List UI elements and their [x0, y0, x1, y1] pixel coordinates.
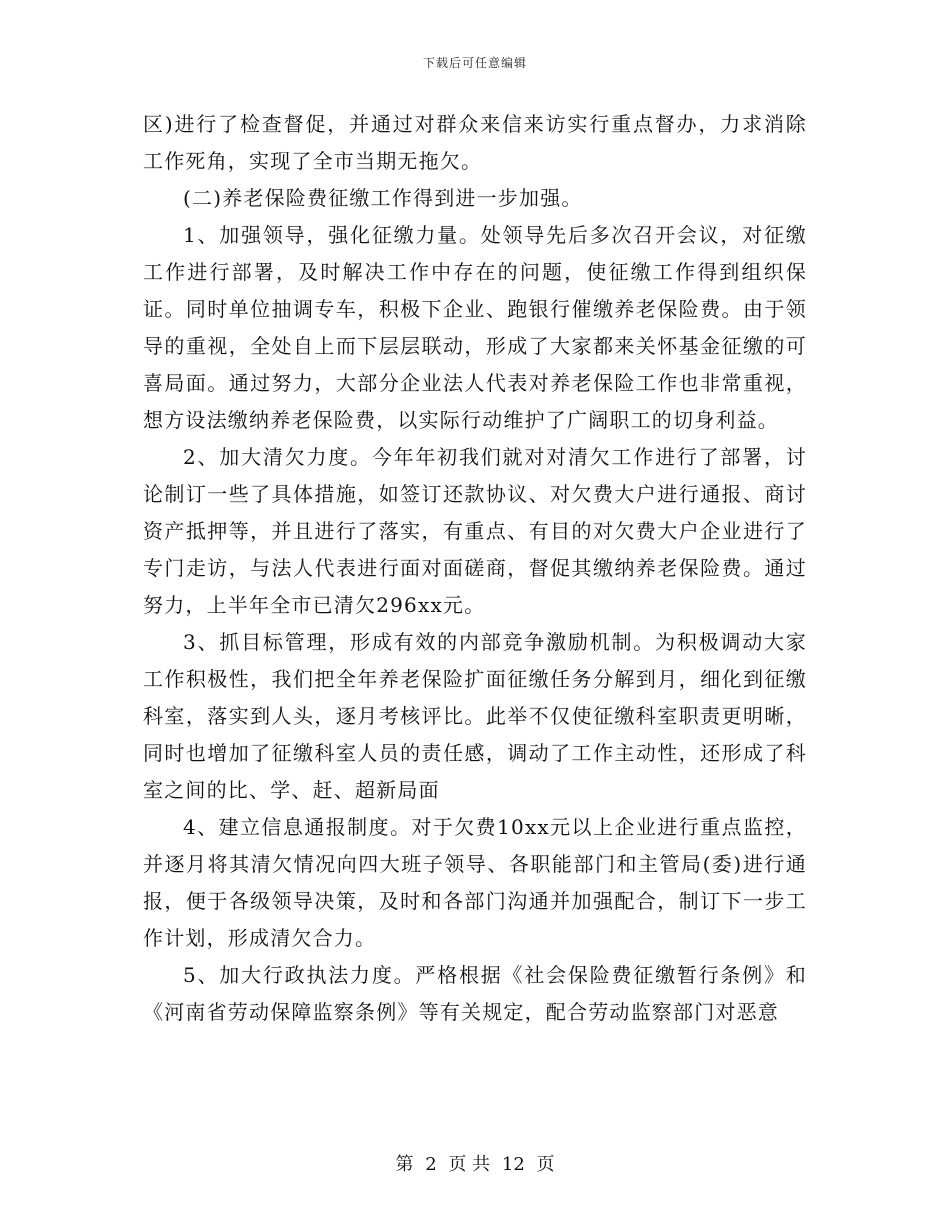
section-heading: (二)养老保险费征缴工作得到进一步加强。 — [183, 186, 583, 210]
document-body — [143, 106, 807, 1031]
paragraph-item-1: 1、加强领导，强化征缴力量。处领导先后多次召开会议，对征缴工作进行部署，及时解决工作中存在的问题，使征缴工作得到组织保证。同时单位抽调专车，积极下企业、跑银行催缴养老保险费。由于领导的重视，全处自上而下层层联动，形成了大家都来关怀基金征缴的可喜局面。通过努力，大部分企业法人代表对养老保险工作也非常重视，想方设法缴纳养老保险费，以实际行动维护了广阔职工的切身利益。 — [143, 223, 807, 432]
page-number: 2 — [425, 1154, 437, 1175]
page-suffix: 页 — [536, 1154, 555, 1175]
paragraph-continuation: 区)进行了检查督促，并通过对群众来信来访实行重点督办，力求消除工作死角，实现了全市当期无拖欠。 — [143, 112, 807, 173]
page-mid: 页 共 — [448, 1154, 491, 1175]
paragraph-item-3: 3、抓目标管理，形成有效的内部竞争激励机制。为积极调动大家工作积极性，我们把全年养老保险扩面征缴任务分解到月，细化到征缴科室，落实到人头，逐月考核评比。此举不仅使征缴科室职责更明晰，同时也增加了征缴科室人员的责任感，调动了工作主动性，还形成了科室之间的比、学、赶、超新局面 — [143, 630, 807, 802]
page-total: 12 — [501, 1154, 525, 1175]
paragraph-item-4: 4、建立信息通报制度。对于欠费10xx元以上企业进行重点监控，并逐月将其清欠情况向四大班子领导、各职能部门和主管局(委)进行通报，便于各级领导决策，及时和各部门沟通并加强配合，制订下一步工作计划，形成清欠合力。 — [143, 815, 807, 950]
page-footer — [0, 1150, 950, 1176]
page-prefix: 第 — [395, 1154, 414, 1175]
header-note: 下载后可任意编辑 — [422, 56, 527, 70]
paragraph-item-5: 5、加大行政执法力度。严格根据《社会保险费征缴暂行条例》和《河南省劳动保障监察条例》等有关规定，配合劳动监察部门对恶意 — [143, 963, 807, 1024]
paragraph-item-2: 2、加大清欠力度。今年年初我们就对对清欠工作进行了部署，讨论制订一些了具体措施，如签订还款协议、对欠费大户进行通报、商讨资产抵押等，并且进行了落实，有重点、有目的对欠费大户企业进行了专门走访，与法人代表进行面对面磋商，督促其缴纳养老保险费。通过努力，上半年全市已清欠296xx元。 — [143, 445, 807, 617]
